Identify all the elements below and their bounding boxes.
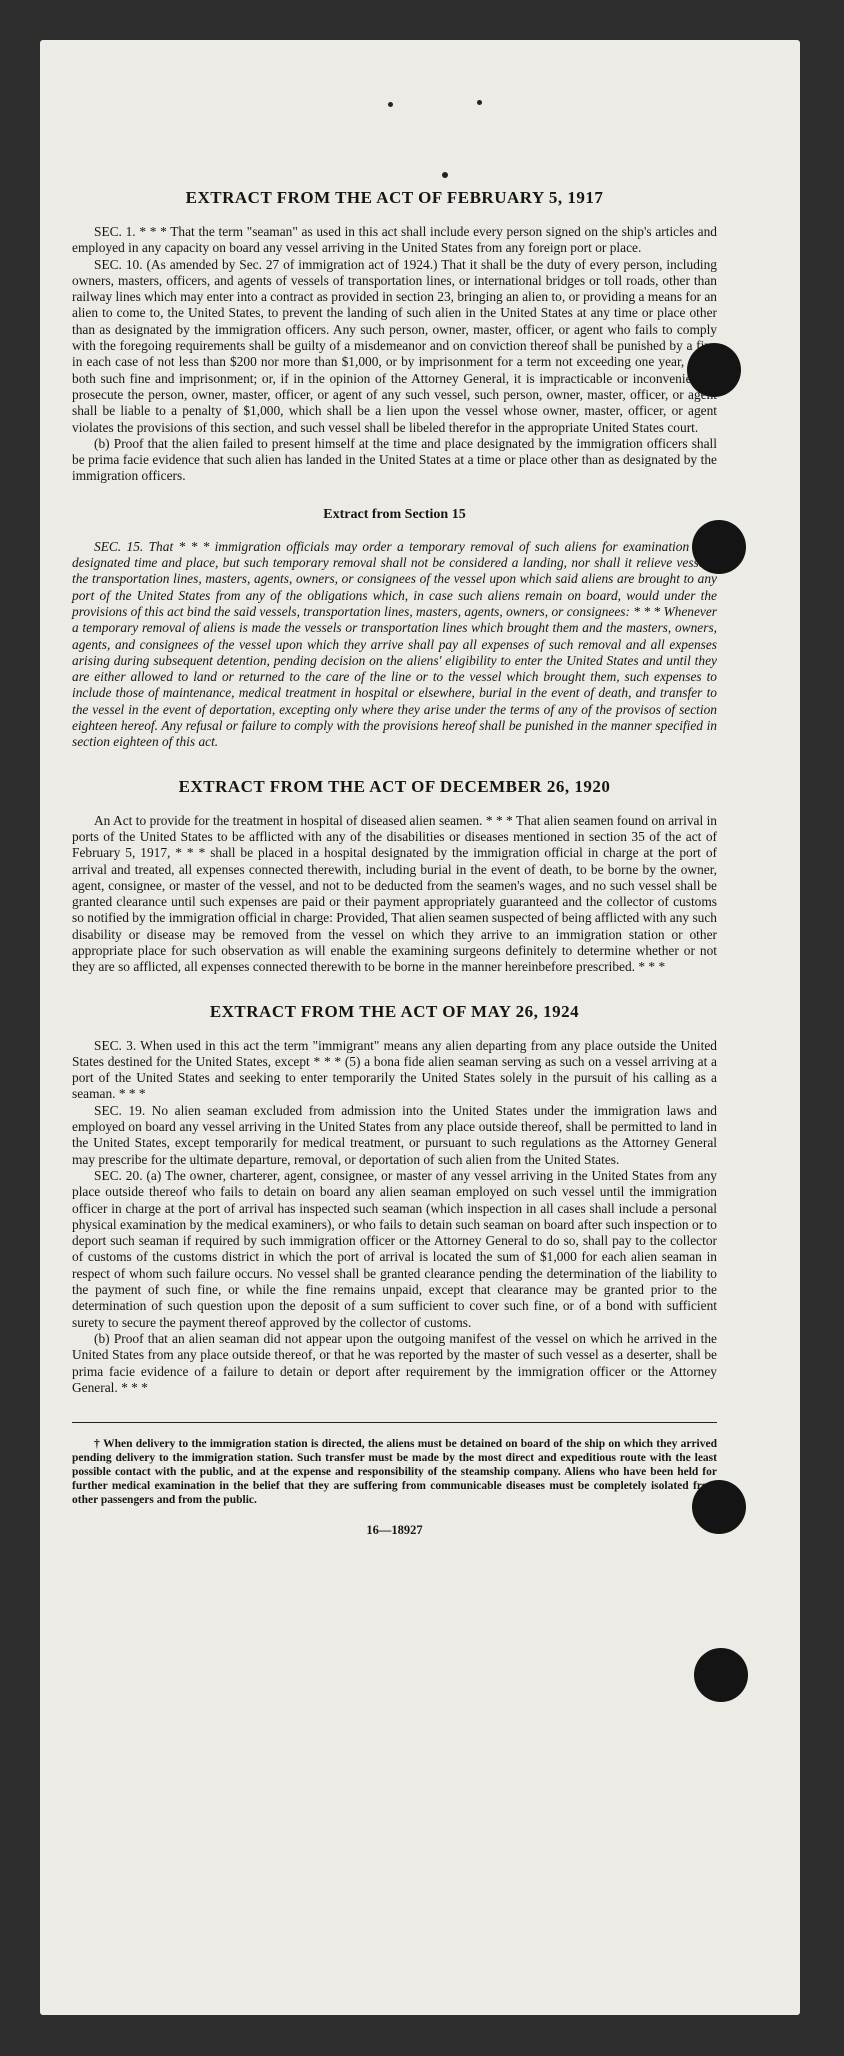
paragraph-sec-10: SEC. 10. (As amended by Sec. 27 of immigration act of 1924.) That it shall be the duty of every person, including owners, masters, officers, and agents of vessels of transportation lines, or international bridges or toll roads, other than railway lines which may enter into a contract as provided in section 23, bringing an alien to, or providing a means for an alien to come to, the United States, to prevent the landing of such alien in the United States at any time or place other than as designated by the immigration officers. Any such person, owner, master, officer, or agent who fails to comply with the foregoing requirements shall be guilty of a misdemeanor and on conviction thereof shall be punished by a fine in each case of not less than $200 nor more than $1,000, or by imprisonment for a term not exceeding one year, or by both such fine and imprisonment; or, if in the opinion of the Attorney General, it is impracticable or inconvenient to prosecute the person, owner, master, officer, or agent of any such vessel, such person, owner, master, officer, or agent shall be liable to a penalty of $1,000, which shall be a lien upon the vessel whose owner, master, officer, or agent violates the provisions of this section, and such vessel shall be libeled therefor in the appropriate United States court.: [72, 256, 717, 435]
paragraph-sec-3: SEC. 3. When used in this act the term "immigrant" means any alien departing from any place outside the United States destined for the United States, except * * * (5) a bona fide alien seaman serving as such on a vessel arriving at a port of the United States and seeking to enter temporarily the United States solely in the pursuit of his calling as a seaman. * * *: [72, 1037, 717, 1102]
paragraph-sec-20-b: (b) Proof that an alien seaman did not appear upon the outgoing manifest of the vessel on which he arrived in the United States from any place outside thereof, or that he was reported by the master of such vessel as a deserter, shall be prima facie evidence of a failure to detain or deport after requirement by the immigration officer or the Attorney General. * * *: [72, 1330, 717, 1395]
ink-speck: [388, 102, 393, 107]
section-15-heading: Extract from Section 15: [323, 506, 466, 522]
document-content: [72, 188, 717, 1538]
paragraph-sec-20-a: SEC. 20. (a) The owner, charterer, agent, consignee, or master of any vessel arriving in the United States from any place outside thereof who fails to detain on board any alien seaman employed on such vessel until the immigration officer in charge at the port of arrival has inspected such seaman (which inspection in all cases shall include a personal physical examination by the medical examiners), or who fails to detain such seaman on board after such inspection or to deport such seaman if required by such immigration officer or the Attorney General to do so, shall pay to the collector of customs of the customs district in which the port of arrival is located the sum of $1,000 for each alien seaman in respect of whom such failure occurs. No vessel shall be granted clearance pending the determination of the liability to the payment of such fine, or while the fine remains unpaid, except that clearance may be granted prior to the determination of such question upon the deposit of a sum sufficient to cover such fine, or of a bond with sufficient surety to secure the payment thereof approved by the collector of customs.: [72, 1167, 717, 1330]
ink-speck: [442, 172, 448, 178]
paragraph-dec-1920: An Act to provide for the treatment in hospital of diseased alien seamen. * * * That alien seamen found on arrival in ports of the United States to be afflicted with any of the disabilities or diseases mentioned in section 35 of the act of February 5, 1917, * * * shall be placed in a hospital designated by the immigration official in charge at the port of arrival and treated, all expenses connected therewith, including burial in the event of death, to be borne by the owner, agent, consignee, or master of the vessel, and not to be deducted from the seamen's wages, and no such vessel shall be granted clearance until such expenses are paid or their payment appropriately guaranteed and the collector of customs so notified by the immigration official in charge: Provided, That alien seamen suspected of being afflicted with any such disability or disease may be removed from the vessel on which they arrive to an immigration station or other appropriate place for such observation as will enable the examining surgeons definitely to determine whether or not they are so afflicted, all expenses connected therewith to be borne in the manner hereinbefore prescribed. * * *: [72, 812, 717, 975]
paragraph-sec-19: SEC. 19. No alien seaman excluded from admission into the United States under the immigration laws and employed on board any vessel arriving in the United States from any place outside thereof, shall be permitted to land in the United States, except temporarily for medical treatment, or pursuant to such regulations as the Attorney General may prescribe for the ultimate departure, removal, or deportation of such alien from the United States.: [72, 1102, 717, 1167]
footnote: † When delivery to the immigration station is directed, the aliens must be detained on board of the ship on which they arrived pending delivery to the immigration station. Such transfer must be made by the most direct and expeditious route with the least possible contact with the public, and at the expense and responsibility of the steamship company. Aliens who have been held for further medical examination in the belief that they are suffering from communicable diseases must be completely isolated from other passengers and from the public.: [72, 1438, 717, 1507]
ink-speck: [477, 100, 482, 105]
form-code: 16—18927: [366, 1523, 423, 1538]
dec-1920-heading: EXTRACT FROM THE ACT OF DECEMBER 26, 1920: [178, 776, 611, 796]
punch-hole: [694, 1648, 748, 1702]
paragraph-sec-1: SEC. 1. * * * That the term "seaman" as used in this act shall include every person signed on the ship's articles and employed in any capacity on board any vessel arriving in the United States from any foreign port or place.: [72, 224, 717, 256]
page-title: EXTRACT FROM THE ACT OF FEBRUARY 5, 1917: [185, 188, 604, 207]
may-1924-heading: EXTRACT FROM THE ACT OF MAY 26, 1924: [209, 1001, 580, 1021]
paragraph-sec-10-b: (b) Proof that the alien failed to present himself at the time and place designated by the immigration officers shall be prima facie evidence that such alien has landed in the United States at a time or place other than as designated by the immigration officers.: [72, 435, 717, 484]
paragraph-sec-15: SEC. 15. That * * * immigration officials may order a temporary removal of such aliens for examination at a designated time and place, but such temporary removal shall not be considered a landing, nor shall it relieve vessels, the transportation lines, masters, agents, owners, or consignees of the vessel upon which said aliens are brought to any port of the United States from any of the obligations which, in case such aliens remain on board, would under the provisions of this act bind the said vessels, transportation lines, masters, agents, owners, or consignees: * * * Whenever a temporary removal of aliens is made the vessels or transportation lines which brought them and the masters, owners, agents, and consignees of the vessel upon which they arrive shall pay all expenses of such removal and all expenses arising during subsequent detention, pending decision on the aliens' eligibility to enter the United States and until they are either allowed to land or returned to the care of the line or to the vessel which brought them, such expenses to include those of maintenance, medical treatment in hospital or elsewhere, burial in the event of death, and transfer to the vessel in the event of deportation, excepting only where they arise under the terms of any of the provisos of section eighteen hereof. Any refusal or failure to comply with the provisions hereof shall be punished in the manner specified in section eighteen of this act.: [72, 538, 717, 750]
footnote-divider: [72, 1422, 717, 1423]
